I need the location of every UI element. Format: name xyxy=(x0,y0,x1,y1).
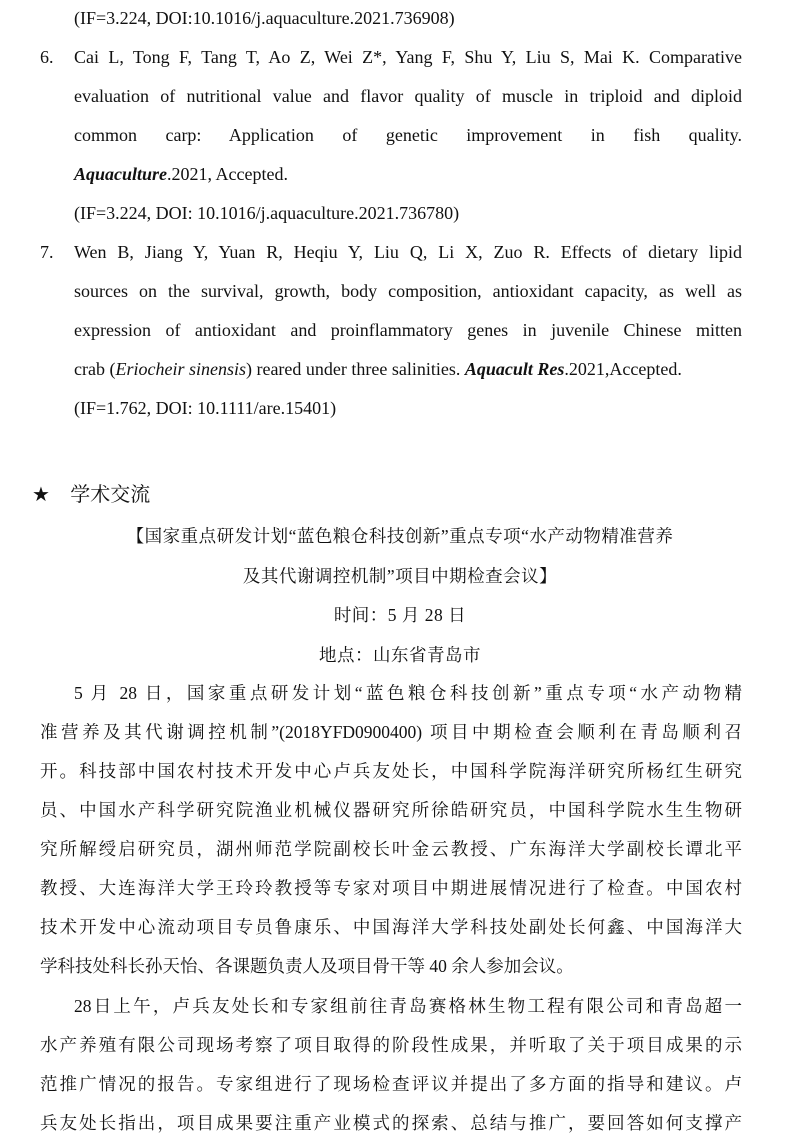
pub7-l4-pre: crab ( xyxy=(74,359,116,379)
pub7-line1: Wen B, Jiang Y, Yuan R, Heqiu Y, Liu Q, Li X, Zuo R. Effects of dietary lipid xyxy=(74,242,742,262)
pub7-line3: expression of antioxidant and proinflammatory genes in juvenile Chinese mitten xyxy=(74,320,742,340)
pub7-year-status: .2021,Accepted. xyxy=(564,359,682,379)
pub7-number: 7. xyxy=(40,242,54,262)
meeting-place: 地点：山东省青岛市 xyxy=(319,645,481,665)
para2-line2: 水产养殖有限公司现场考察了项目取得的阶段性成果，并听取了关于项目成果的示 xyxy=(40,1035,742,1055)
pub7-line4 xyxy=(74,357,682,381)
para1-line4: 员、中国水产科学研究院渔业机械仪器研究所徐皓研究员，中国科学院水生生物研 xyxy=(40,800,742,820)
para1-line7: 技术开发中心流动项目专员鲁康乐、中国海洋大学科技处副处长何鑫、中国海洋大 xyxy=(40,917,742,937)
section-title: 学术交流 xyxy=(70,482,151,506)
pub7-l4-post: ) reared under three salinities. xyxy=(245,359,465,379)
pub6-line1: Cai L, Tong F, Tang T, Ao Z, Wei Z*, Yang F, Shu Y, Liu S, Mai K. Comparative xyxy=(74,47,742,67)
pub7-if-doi: (IF=1.762, DOI: 10.1111/are.15401) xyxy=(74,398,337,418)
pub6-number: 6. xyxy=(40,47,54,67)
section-heading xyxy=(32,481,150,507)
pub5-if-doi: (IF=3.224, DOI:10.1016/j.aquaculture.2021.736908) xyxy=(74,8,455,28)
pub6-line3: common carp: Application of genetic improvement in fish quality. xyxy=(74,125,742,145)
meeting-time: 时间：5 月 28 日 xyxy=(333,605,467,625)
para2-line3: 范推广情况的报告。专家组进行了现场检查评议并提出了多方面的指导和建议。卢 xyxy=(40,1074,742,1094)
star-icon: ★ xyxy=(32,482,50,506)
pub7-journal: Aquacult Res xyxy=(464,359,565,379)
para2-line1: 28日上午，卢兵友处长和专家组前往青岛赛格林生物工程有限公司和青岛超一 xyxy=(74,996,742,1016)
meeting-title-line2: 及其代谢调控机制”项目中期检查会议】 xyxy=(242,566,558,586)
pub6-line2: evaluation of nutritional value and flavor quality of muscle in triploid and diploid xyxy=(74,86,742,106)
para1-line5: 究所解绶启研究员，湖州师范学院副校长叶金云教授、广东海洋大学副校长谭北平 xyxy=(40,839,742,859)
para2-line4: 兵友处长指出，项目成果要注重产业模式的探索、总结与推广，要回答如何支撑产 xyxy=(40,1113,742,1133)
pub7-species: Eriocheir sinensis xyxy=(115,359,246,379)
para1-line3: 开。科技部中国农村技术开发中心卢兵友处长，中国科学院海洋研究所杨红生研究 xyxy=(40,761,742,781)
para1-line2: 准营养及其代谢调控机制”(2018YFD0900400) 项目中期检查会顺利在青岛顺利召 xyxy=(40,722,742,742)
pub6-journal: Aquaculture xyxy=(74,164,168,184)
para1-line8: 学科技处科长孙天怡、各课题负责人及项目骨干等 40 余人参加会议。 xyxy=(40,956,574,976)
pub6-citation xyxy=(74,162,288,186)
para1-line1: 5 月 28 日，国家重点研发计划“蓝色粮仓科技创新”重点专项“水产动物精 xyxy=(74,683,742,703)
pub6-year-status: .2021, Accepted. xyxy=(167,164,288,184)
meeting-title-line1: 【国家重点研发计划“蓝色粮仓科技创新”重点专项“水产动物精准营养 xyxy=(126,526,674,546)
pub7-line2: sources on the survival, growth, body composition, antioxidant capacity, as well as xyxy=(74,281,742,301)
pub6-if-doi: (IF=3.224, DOI: 10.1016/j.aquaculture.2021.736780) xyxy=(74,203,460,223)
para1-line6: 教授、大连海洋大学王玲玲教授等专家对项目中期进展情况进行了检查。中国农村 xyxy=(40,878,742,898)
